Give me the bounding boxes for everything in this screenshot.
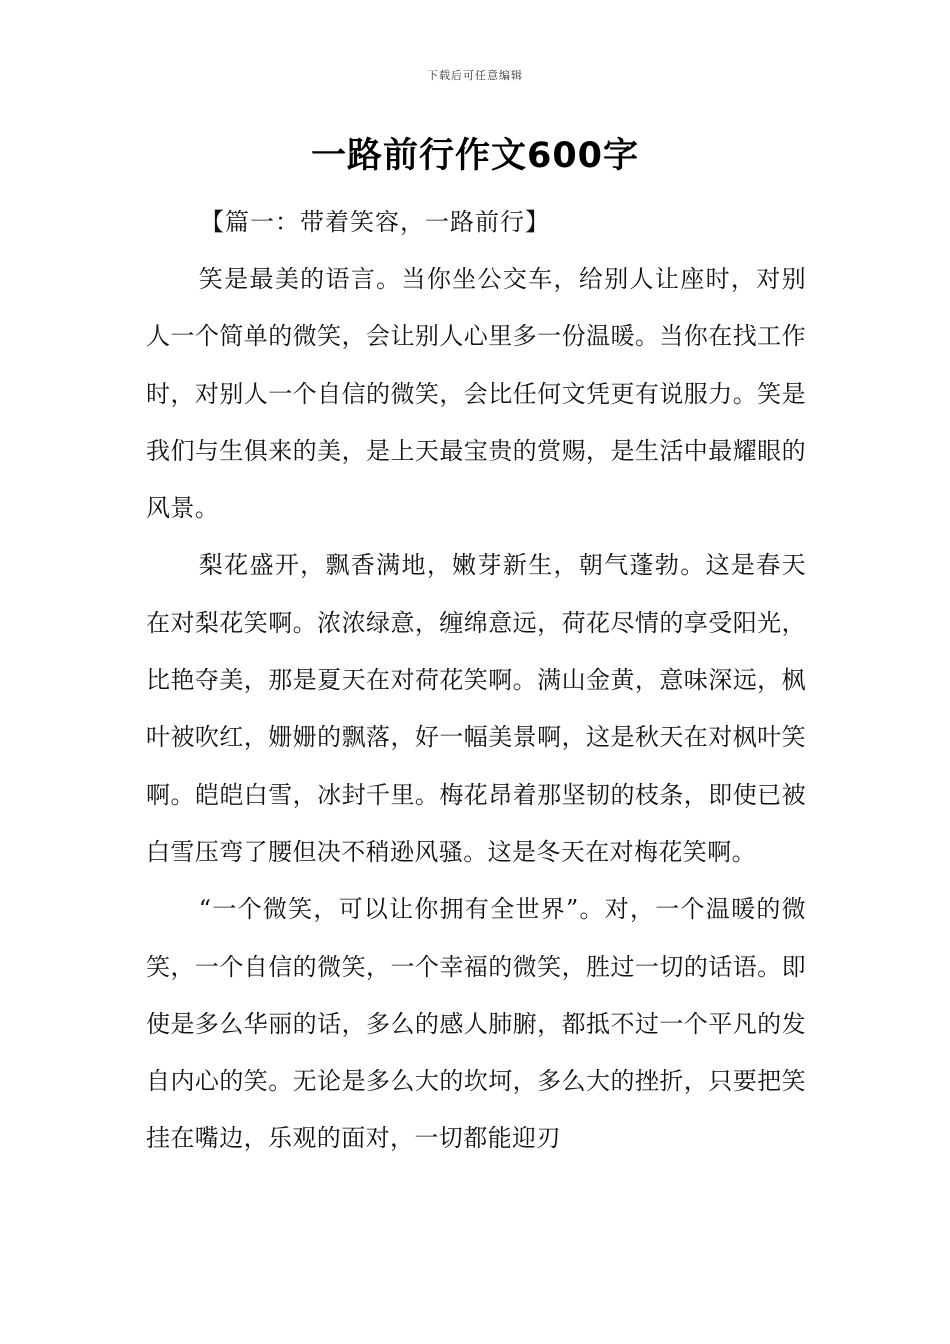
paragraph: 梨花盛开，飘香满地，嫩芽新生，朝气蓬勃。这是春天在对梨花笑啊。浓浓绿意，缠绵意远，荷花尽情的享受阳光，比艳夺美，那是夏天在对荷花笑啊。满山金黄，意味深远，枫叶被吹红，姗姗的飘落，好一幅美景啊，这是秋天在对枫叶笑啊。皑皑白雪，冰封千里。梅花昂着那坚韧的枝条，即使已被白雪压弯了腰但决不稍逊风骚。这是冬天在对梅花笑啊。	[146, 551, 806, 866]
header-note: 下载后可任意编辑	[427, 69, 523, 82]
body-text	[146, 251, 806, 1168]
paragraph: 笑是最美的语言。当你坐公交车，给别人让座时，对别人一个简单的微笑，会让别人心里多一份温暖。当你在找工作时，对别人一个自信的微笑，会比任何文凭更有说服力。笑是我们与生俱来的美，是上天最宝贵的赏赐，是生活中最耀眼的风景。	[146, 265, 806, 523]
page-title: 一路前行作文600字	[310, 136, 640, 176]
paragraph: “一个微笑，可以让你拥有全世界”。对，一个温暖的微笑，一个自信的微笑，一个幸福的微笑，胜过一切的话语。即使是多么华丽的话，多么的感人肺腑，都抵不过一个平凡的发自内心的笑。无论是多么大的坎坷，多么大的挫折，只要把笑挂在嘴边，乐观的面对，一切都能迎刃	[146, 895, 806, 1153]
section-heading: 【篇一：带着笑容，一路前行】	[200, 208, 550, 236]
